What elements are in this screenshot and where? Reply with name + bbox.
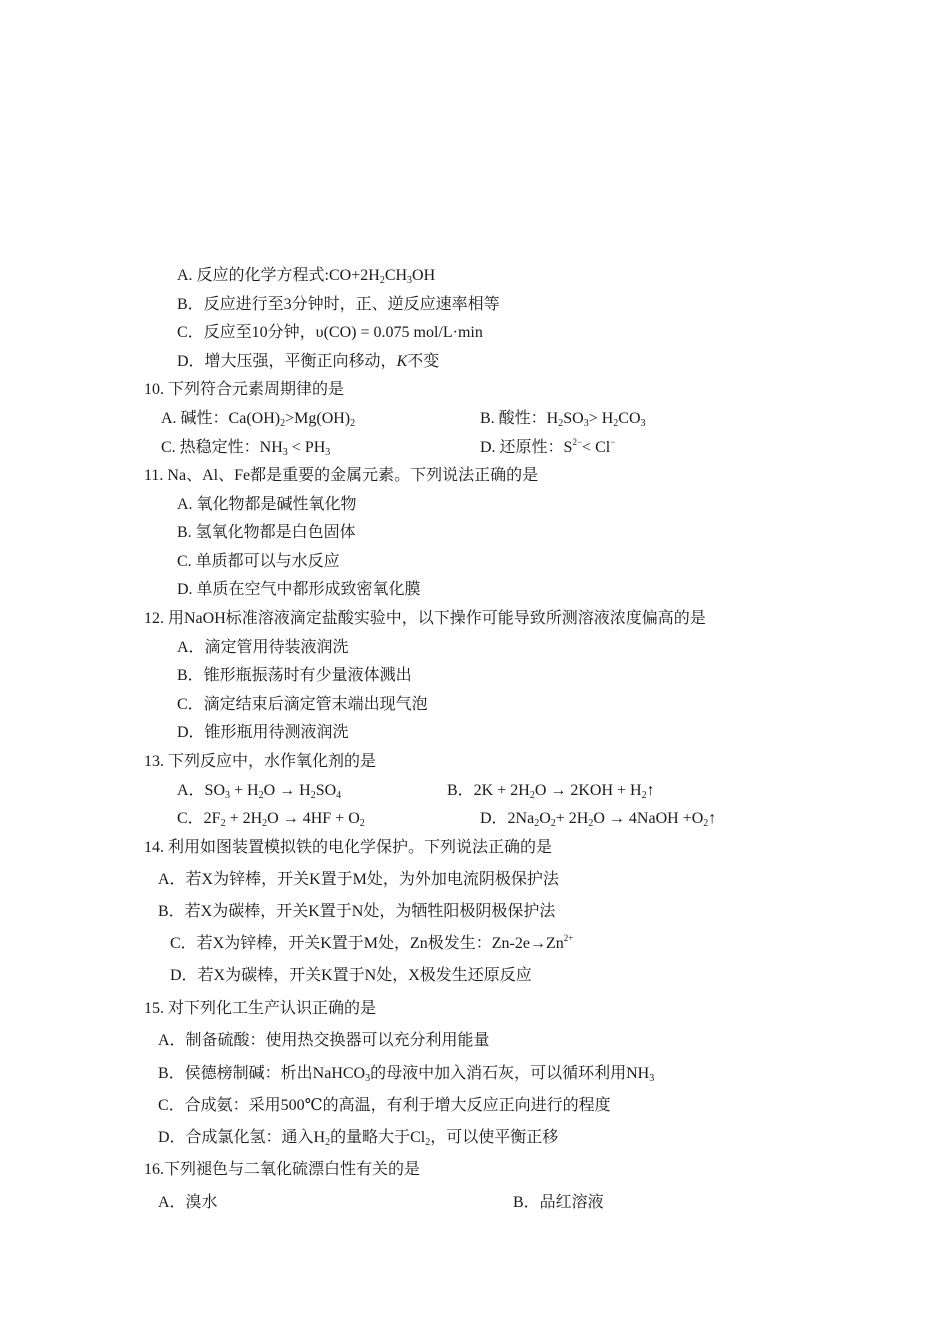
q15-option-a: A．制备硫酸：使用热交换器可以充分利用能量 <box>158 1032 490 1049</box>
q10-option-d: D. 还原性：$S^{2-}< Cl^-$ <box>480 437 616 456</box>
q11-stem: 11. Na、Al、Fe都是重要的金属元素。下列说法正确的是 <box>144 467 539 484</box>
q13-option-d: D．$2Na_2O_2+ 2H_2O$ → 4NaOH $+O_2↑$ <box>480 810 717 829</box>
q9-option-c: C．反应至10分钟，υ(CO) = 0.075 mol/L·min <box>177 324 483 341</box>
q10-option-b: B. 酸性：$H_2SO_3> H_2CO_3$ <box>480 410 646 429</box>
q16-option-a: A．溴水 <box>158 1194 218 1211</box>
q16-option-b: B．品红溶液 <box>513 1194 604 1211</box>
q10-option-c: C. 热稳定性：$NH_3 < PH_3$ <box>161 439 331 458</box>
q10-stem: 10. 下列符合元素周期律的是 <box>144 381 345 398</box>
q13-option-c: C．$2F_2 + 2H_2O \to 4HF + O_2$ <box>177 810 365 829</box>
q12-option-b: B．锥形瓶振荡时有少量液体溅出 <box>177 667 412 684</box>
q12-stem: 12. 用NaOH标准溶液滴定盐酸实验中，以下操作可能导致所测溶液浓度偏高的是 <box>144 610 706 627</box>
q12-option-c: C．滴定结束后滴定管末端出现气泡 <box>177 696 428 713</box>
q13-stem: 13. 下列反应中，水作氧化剂的是 <box>144 753 377 770</box>
q12-option-d: D．锥形瓶用待测液润洗 <box>177 724 349 741</box>
q11-option-c: C. 单质都可以与水反应 <box>177 553 340 570</box>
q15-option-d: D．合成氯化氢：通入$H_2$的量略大于$Cl_2$，可以使平衡正移 <box>158 1129 559 1148</box>
q16-stem: 16.下列褪色与二氧化硫漂白性有关的是 <box>144 1161 421 1178</box>
q9-option-a: A. 反应的化学方程式$:CO+2H_2CH_3OH$ <box>177 267 436 286</box>
q14-option-b: B．若X为碳棒，开关K置于N处，为牺牲阳极阴极保护法 <box>158 903 556 920</box>
q15-option-c: C．合成氨：采用500℃的高温，有利于增大反应正向进行的程度 <box>158 1097 611 1114</box>
q13-option-b: B．$2K + 2H_2O \to 2KOH$ + $H_2↑$ <box>447 782 655 801</box>
q14-option-a: A．若X为锌棒，开关K置于M处，为外加电流阴极保护法 <box>158 871 559 888</box>
q13-option-a: A．$SO_3 + H_2O \to H_2SO_4$ <box>177 782 342 801</box>
q15-option-b: B．侯德榜制碱：析出NaHCO$_3$的母液中加入消石灰，可以循环利用$NH_3$ <box>158 1065 655 1084</box>
q10-option-a: A. 碱性：$Ca(OH)_2>Mg(OH)_2$ <box>161 410 356 429</box>
q9-option-b: B．反应进行至3分钟时，正、逆反应速率相等 <box>177 296 500 313</box>
q14-option-c: C．若X为锌棒，开关K置于M处，Zn极发生：$Zn-2e\to Zn^{2+}$ <box>170 933 574 952</box>
q14-option-d: D．若X为碳棒，开关K置于N处，X极发生还原反应 <box>170 967 532 984</box>
q11-option-d: D. 单质在空气中都形成致密氧化膜 <box>177 581 421 598</box>
q15-stem: 15. 对下列化工生产认识正确的是 <box>144 1000 377 1017</box>
q11-option-a: A. 氧化物都是碱性氧化物 <box>177 496 357 513</box>
q9-option-d: D．增大压强，平衡正向移动，K不变 <box>177 353 440 370</box>
q11-option-b: B. 氢氧化物都是白色固体 <box>177 524 356 541</box>
q12-option-a: A．滴定管用待装液润洗 <box>177 639 349 656</box>
q14-stem: 14. 利用如图装置模拟铁的电化学保护。下列说法正确的是 <box>144 839 553 856</box>
